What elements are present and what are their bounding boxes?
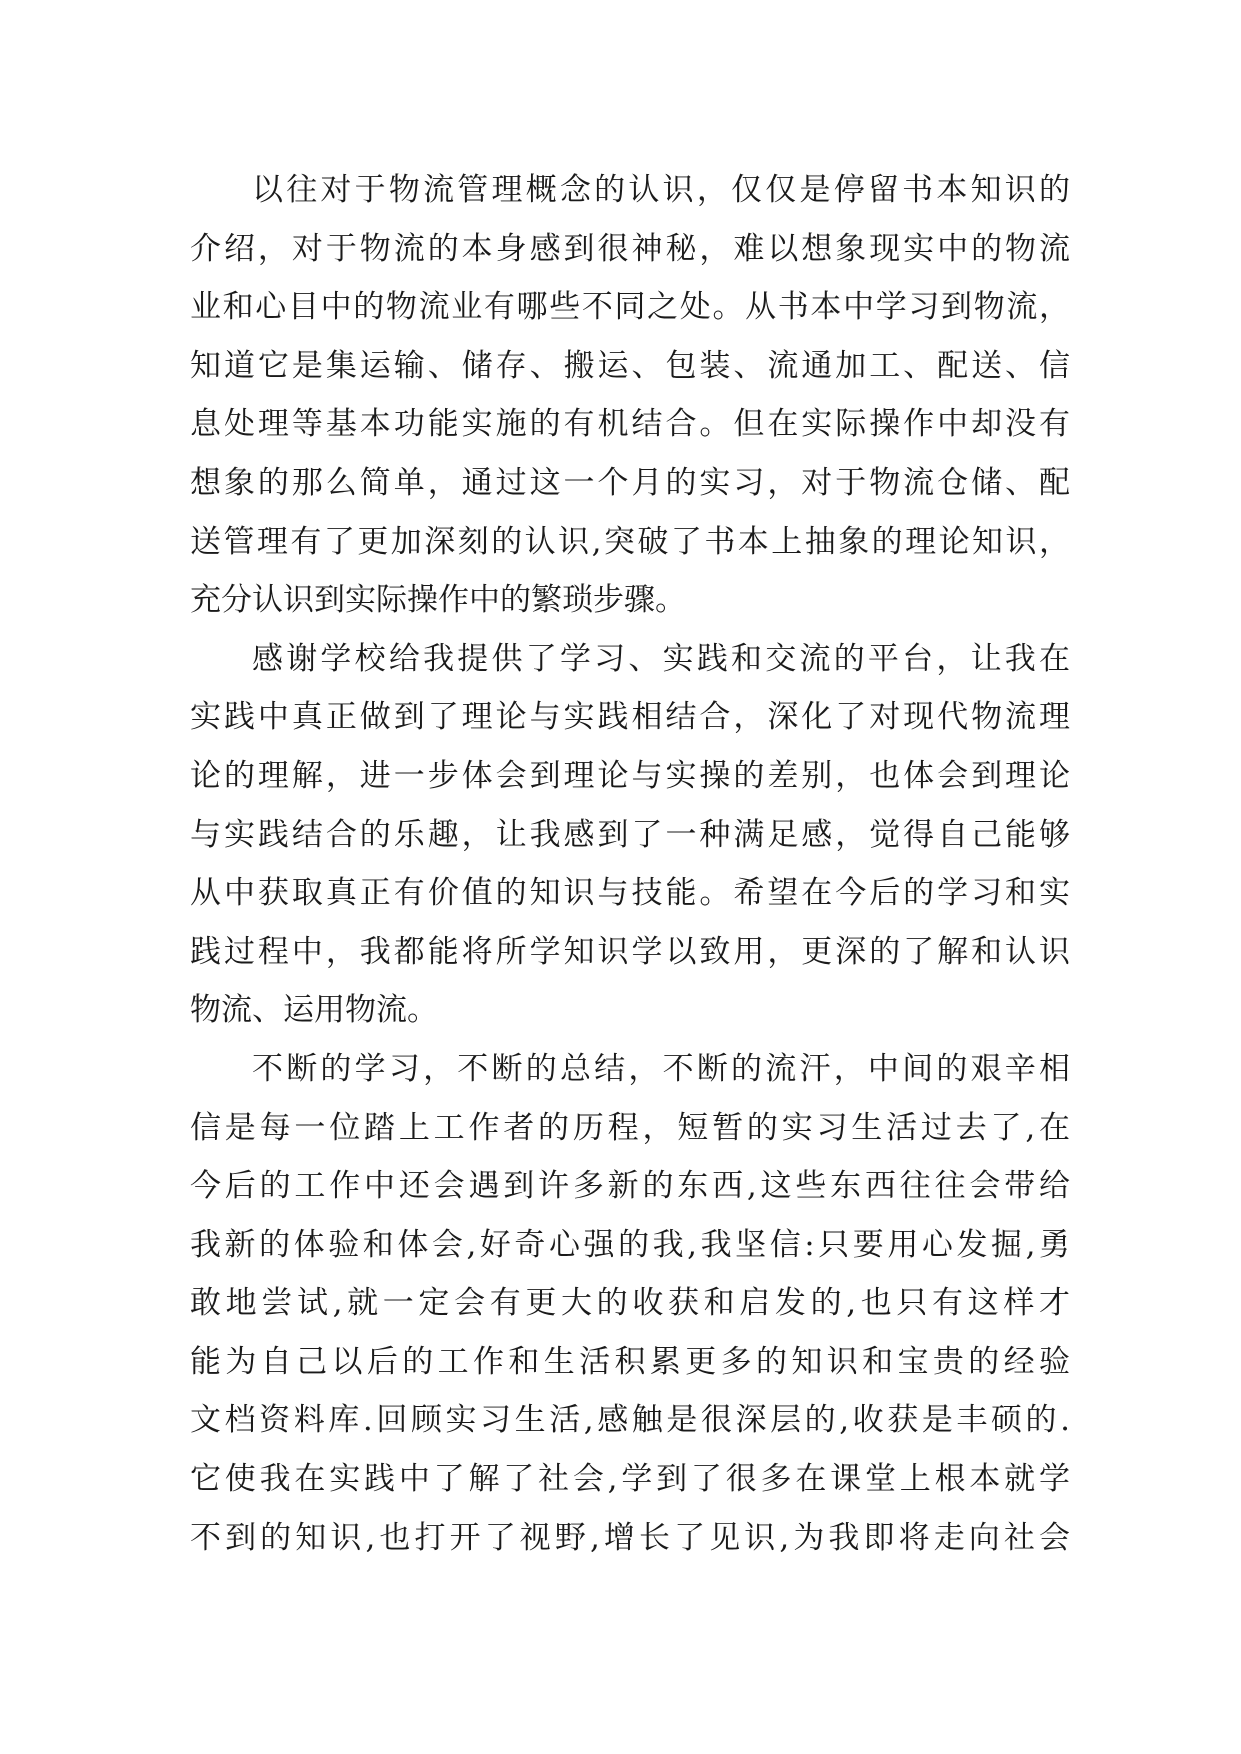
text-line: 以往对于物流管理概念的认识，仅仅是停留书本知识的 bbox=[252, 172, 1070, 208]
text-line: 不到的知识,也打开了视野,增长了见识,为我即将走向社会 bbox=[190, 1519, 1070, 1556]
paragraph-3 bbox=[190, 1040, 1070, 1567]
paragraph-2 bbox=[190, 630, 1070, 1040]
text-line: 今后的工作中还会遇到许多新的东西,这些东西往往会带给 bbox=[190, 1168, 1070, 1205]
text-line: 它使我在实践中了解了社会,学到了很多在课堂上根本就学 bbox=[190, 1461, 1070, 1498]
text-line: 业和心目中的物流业有哪些不同之处。从书本中学习到物流， bbox=[190, 289, 1070, 326]
text-line: 敢地尝试,就一定会有更大的收获和启发的,也只有这样才 bbox=[190, 1285, 1070, 1322]
text-line: 我新的体验和体会,好奇心强的我,我坚信:只要用心发掘,勇 bbox=[190, 1226, 1070, 1263]
text-line: 想象的那么简单，通过这一个月的实习，对于物流仓储、配 bbox=[190, 464, 1070, 501]
text-line: 物流、运用物流。 bbox=[190, 992, 438, 1029]
text-line: 践过程中，我都能将所学知识学以致用，更深的了解和认识 bbox=[190, 933, 1070, 970]
paragraph-1 bbox=[190, 161, 1070, 630]
text-line: 充分认识到实际操作中的繁琐步骤。 bbox=[190, 582, 686, 619]
text-line: 论的理解，进一步体会到理论与实操的差别，也体会到理论 bbox=[190, 757, 1070, 794]
text-line: 能为自己以后的工作和生活积累更多的知识和宝贵的经验 bbox=[190, 1343, 1070, 1380]
text-line: 信是每一位踏上工作者的历程，短暂的实习生活过去了,在 bbox=[190, 1109, 1070, 1146]
text-line: 送管理有了更加深刻的认识,突破了书本上抽象的理论知识， bbox=[190, 523, 1070, 560]
body-text bbox=[190, 161, 1070, 1567]
text-line: 不断的学习，不断的总结，不断的流汗，中间的艰辛相 bbox=[252, 1050, 1070, 1087]
text-line: 知道它是集运输、储存、搬运、包装、流通加工、配送、信 bbox=[190, 347, 1070, 384]
text-line: 实践中真正做到了理论与实践相结合，深化了对现代物流理 bbox=[190, 699, 1070, 736]
text-line: 介绍，对于物流的本身感到很神秘，难以想象现实中的物流 bbox=[190, 230, 1070, 267]
text-line: 息处理等基本功能实施的有机结合。但在实际操作中却没有 bbox=[190, 406, 1070, 443]
text-line: 从中获取真正有价值的知识与技能。希望在今后的学习和实 bbox=[190, 875, 1070, 912]
text-line: 与实践结合的乐趣，让我感到了一种满足感，觉得自己能够 bbox=[190, 816, 1070, 853]
text-line: 感谢学校给我提供了学习、实践和交流的平台，让我在 bbox=[252, 640, 1070, 677]
text-line: 文档资料库.回顾实习生活,感触是很深层的,收获是丰硕的. bbox=[190, 1402, 1070, 1439]
